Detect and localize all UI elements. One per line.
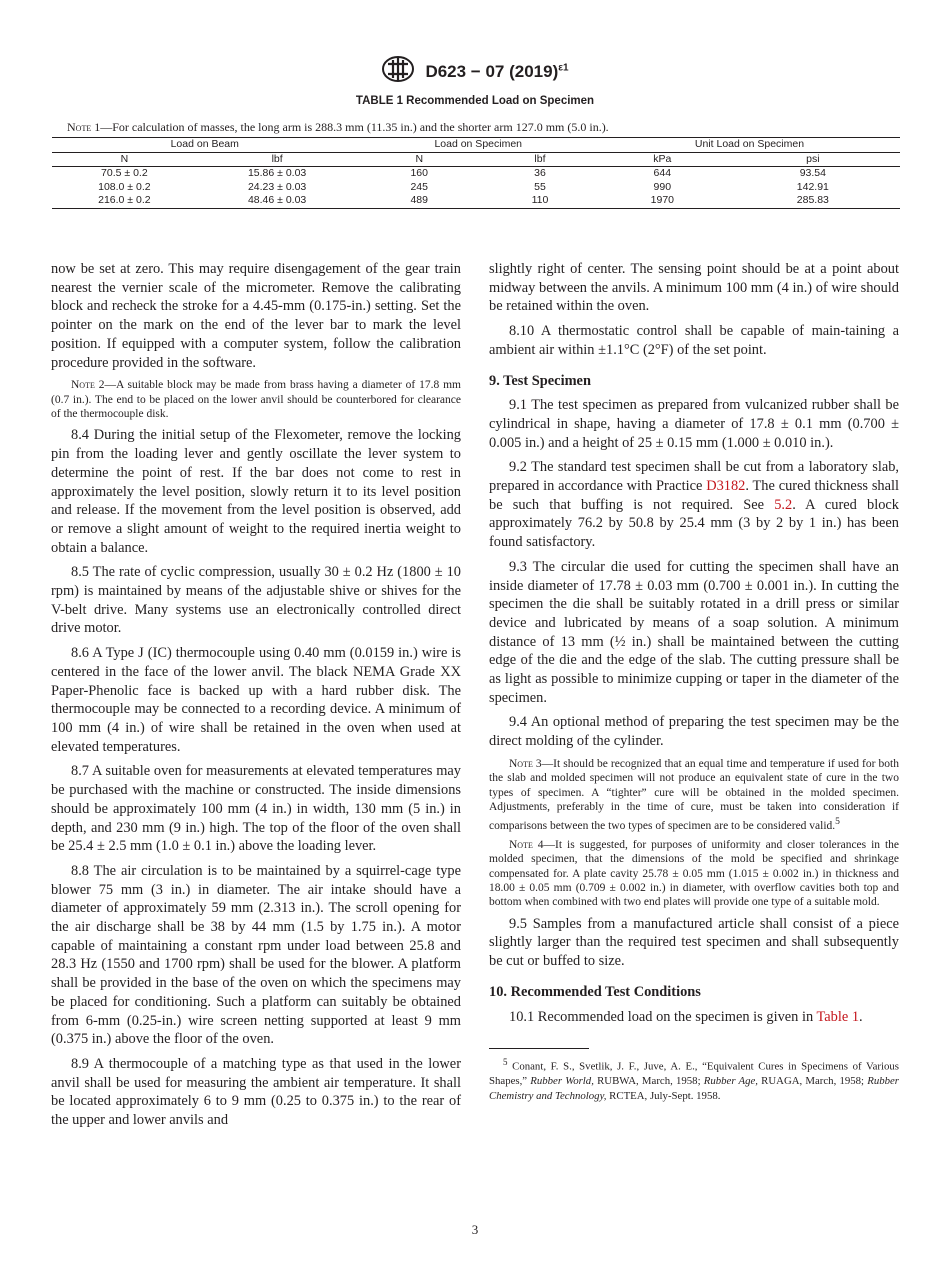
paragraph-8-10: 8.10 A thermostatic control shall be capable of main-taining a ambient air within ±1.1°C (2°F) of the set point. bbox=[489, 323, 899, 358]
section-5-2-link[interactable]: 5.2 bbox=[774, 496, 793, 513]
left-column bbox=[51, 260, 461, 1136]
footnote-divider bbox=[489, 1048, 589, 1049]
paragraph-9-1: 9.1 The test specimen as prepared from vulcanized rubber shall be cylindrical in shape, having a diameter of 17.8 ± 0.1 mm (0.700 ± 0.005 in.) and a height of 25 ± 0.15 mm (1.000 ± 0.010 in.). bbox=[489, 397, 899, 451]
section-9-heading: 9. Test Specimen bbox=[489, 372, 591, 389]
document-designation: D623 − 07 $(2019)^{\varepsilon 1}$ bbox=[425, 61, 569, 81]
paragraph-8-5: 8.5 The rate of cyclic compression, usually 30 ± 0.2 Hz (1800 ± 10 rpm) is maintained by means of the adjustable shive or shives for the V-belt drive. Many systems use an electronically controlled direct drive motor. bbox=[51, 564, 461, 637]
group-header: Unit Load on Specimen bbox=[599, 138, 900, 153]
paragraph-8-8: 8.8 The air circulation is to be maintained by a squirrel-cage type blower 75 mm (3 in.) in diameter. The air intake should have a diameter of approximately 59 mm (2.313 in.). The scroll opening for the air discharge shall be 38 by 44 mm (1.5 by 1.75 in.). A motor capable of maintaining a constant rpm under load between 25.8 and 28.3 Hz (1550 and 1700 rpm) shall be used for the blower. A platform shall be provided in the base of the oven on which the specimens may be placed for conditioning. Such a platform can suitably be obtained from 6-mm (0.25-in.) wire screen netting supported at least 9 mm (0.375 in.) above the floor of the oven. bbox=[51, 862, 461, 1048]
page-header bbox=[0, 55, 950, 88]
unit-header: N bbox=[52, 152, 197, 167]
table-note: Note 1—For calculation of masses, the long arm is 288.3 mm (11.35 in.) and the shorter arm 127.0 mm (5.0 in.). bbox=[67, 120, 609, 134]
table-title: TABLE 1 Recommended Load on Specimen bbox=[355, 95, 595, 107]
unit-header: N bbox=[358, 152, 481, 167]
paragraph-9-3: 9.3 The circular die used for cutting the specimen shall have an inside diameter of 17.78 ± 0.03 mm (0.700 ± 0.001 in.). In cutting the specimen the die shall be suitably rotated in a drill press or similar device and lubricated by means of a soap solution. A minimum distance of 13 mm (½ in.) shall be maintained between the cutting edge of the die and the edge of the slab. The cutting pressure shall be as light as possible to minimize cupping or taper in the diameter of the specimen. bbox=[489, 558, 899, 706]
recommended-load-table bbox=[52, 137, 900, 209]
paragraph-8-6: 8.6 A Type J (IC) thermocouple using 0.40 mm (0.0159 in.) wire is centered in the face of the lower anvil. The black NEMA Grade XX Paper-Phenolic face is backed up with a hard rubber disk. The thermocouple may be connected to a recording device. A minimum of 100 mm (4 in.) of wire shall be retained in the oven when used at elevated temperatures. bbox=[51, 645, 461, 755]
note-3: Note 3—It should be recognized that an equal time and temperature if used for both the slab and molded specimen will not produce an equivalent state of cure in the two types of specimen. A “tighter” cure will be obtained in the molded specimen. Adjustments, preferably in the time of cure, must be taken into consideration if comparisons between the two types of specimen are to be considered valid.$^5$ bbox=[489, 757, 899, 832]
note-4: Note 4—It is suggested, for purposes of uniformity and closer tolerances in the molded specimen, that the dimensions of the mold be specified and shrinkage compensated for. A plate cavity 25.78 ± 0.05 mm (1.015 ± 0.002 in.) in thickness and 18.00 ± 0.05 mm (0.709 ± 0.002 in.) in diameter, with overflow cavities both top and bottom when combined with two end plates will provide one type of a suitable mold. bbox=[489, 838, 899, 909]
table-row: 216.0 ± 0.2 48.46 ± 0.03 489 110 1970 285.83 bbox=[52, 194, 900, 208]
paragraph-10-1: 10.1 Recommended load on the specimen is given in Table 1. bbox=[509, 1008, 863, 1025]
paragraph-9-5: 9.5 Samples from a manufactured article shall consist of a piece slightly larger than the required test specimen and shall subsequently be cut or buffed to size. bbox=[489, 915, 899, 970]
table-group-header-row bbox=[52, 138, 900, 153]
footnote-5: $^5$ Conant, F. S., Svetlik, J. F., Juve, A. E., “Equivalent Cures in Specimens of Various Shapes,” Rubber World, RUBWA, March, 1958; Rubber Age, RUAGA, March, 1958; Rubber Chemistry and Technology, RCTEA, July-Sept. 1958. bbox=[489, 1057, 900, 1102]
paragraph-8-4: 8.4 During the initial setup of the Flexometer, remove the locking pin from the loading lever and gently oscillate the lever system to determine the point of rest. If the bar does not come to rest in approximately the level position, slowly return it to its level position and release. If the movement from the level position is observed, add or remove a slight amount of weight to the required inertia weight to obtain a balance. bbox=[51, 427, 461, 556]
group-header: Load on Beam bbox=[52, 138, 358, 153]
unit-header: lbf bbox=[197, 152, 358, 167]
section-10-heading: 10. Recommended Test Conditions bbox=[489, 983, 701, 1000]
paragraph-9-4: 9.4 An optional method of preparing the test specimen may be the direct molding of the cylinder. bbox=[489, 714, 899, 750]
paragraph-8-9: 8.9 A thermocouple of a matching type as that used in the lower anvil shall be used for measuring the ambient air temperature. It shall be located approximately 6 to 9 mm (0.25 to 0.375 in.) to the rear of the upper and lower anvils and bbox=[51, 1055, 461, 1129]
group-header: Load on Specimen bbox=[358, 138, 599, 153]
astm-logo-icon bbox=[381, 55, 415, 88]
table-1-link[interactable]: Table 1 bbox=[816, 1008, 860, 1025]
paragraph-9-2: 9.2 The standard test specimen shall be cut from a laboratory slab, prepared in accordance with Practice D3182. The cured thickness shall be such that buffing is not required. See 5.2. A cured block approximately 76.2 by 50.8 by 25.4 mm (3 by 2 by 1 in.) has been found satisfactory. bbox=[489, 459, 900, 551]
unit-header: lbf bbox=[481, 152, 599, 167]
footnote-ref: 5 bbox=[835, 815, 840, 827]
paragraph-8-9-continued: slightly right of center. The sensing point should be at a point about midway between the anvils. A minimum 100 mm (4 in.) of wire should be retained within the oven. bbox=[489, 261, 899, 315]
unit-header: kPa bbox=[599, 152, 726, 167]
unit-header: psi bbox=[726, 152, 900, 167]
right-column bbox=[489, 260, 899, 1109]
note-2: Note 2—A suitable block may be made from brass having a diameter of 17.8 mm (0.7 in.). The end to be placed on the lower anvil should be counterbored for clearance of the thermocouple disk. bbox=[51, 379, 461, 421]
d3182-link[interactable]: D3182 bbox=[706, 478, 746, 495]
paragraph-8-7: 8.7 A suitable oven for measurements at elevated temperatures may be purchased with the machine or constructed. The inside dimensions should be approximately 100 mm (4 in.) in width, 130 mm (5 in.) in depth, and 230 mm (9 in.) high. The top of the floor of the oven shall be 25.4 ± 2.5 mm (1.0 ± 0.1 in.) above the loading lever. bbox=[51, 763, 461, 855]
table-unit-header-row bbox=[52, 152, 900, 167]
table-row: 108.0 ± 0.2 24.23 ± 0.03 245 55 990 142.91 bbox=[98, 180, 829, 193]
table-row: 70.5 ± 0.2 15.86 ± 0.03 160 36 644 93.54 bbox=[101, 167, 826, 179]
paragraph-8-3-continued: now be set at zero. This may require disengagement of the gear train nearest the vernier scale of the micrometer. Remove the calibrating block and recheck the stroke for a 4.45-mm (0.175-in.) setting. Set the pointer on the mark on the end of the lever bar to mark the level position. If equipped with a computer system, follow the calibration procedure provided in the software. bbox=[51, 261, 461, 371]
page-number: 3 bbox=[471, 1222, 479, 1237]
